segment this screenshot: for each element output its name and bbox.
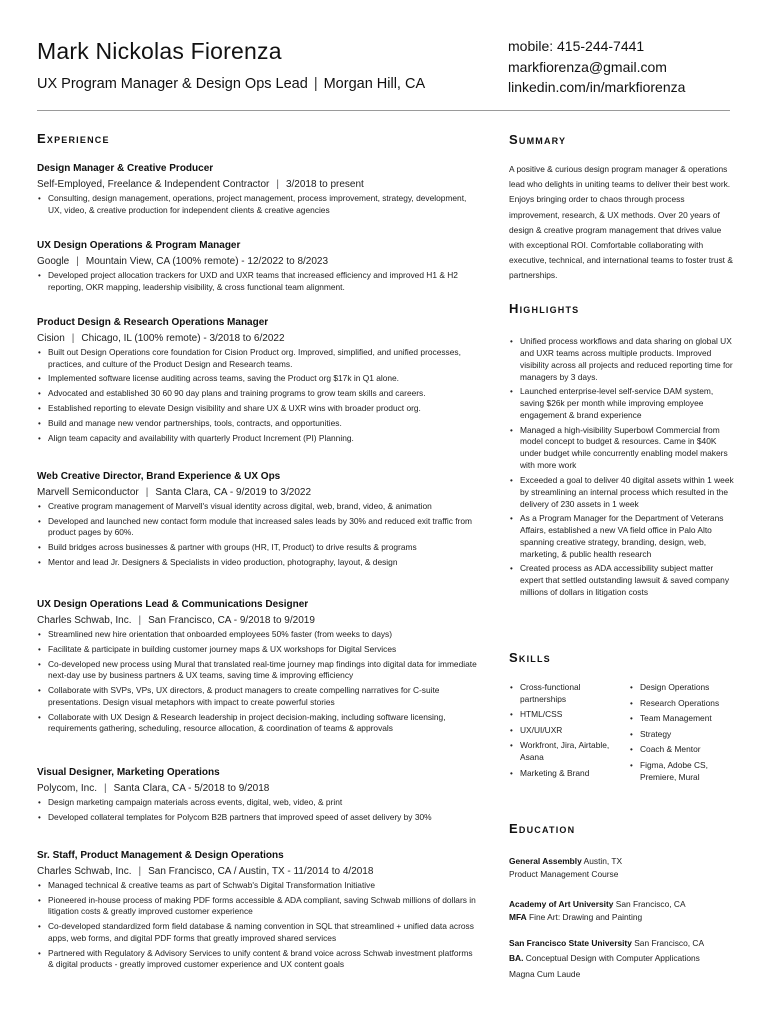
bullet-item: • Developed and launched new contact form module that increased sales leads by 30% and reduced exit traffic from product pages by 60%. [37, 516, 477, 539]
bullet-item: • Developed project allocation trackers for UXD and UXR teams that increased efficiency and improved H1 & H2 reporting, OKR mapping, leadership visibility, & cross functional team alignment. [37, 270, 477, 293]
meta-separator: | [104, 783, 107, 794]
job-bullets [37, 501, 477, 569]
job-title: UX Design Operations & Program Manager [37, 240, 241, 251]
bullet-item: • Developed collateral templates for Polycom B2B partners that improved speed of asset delivery by 30% [37, 812, 477, 824]
bullet-item: • Implemented software license auditing across teams, saving the Product org $17k in Q1 alone. [37, 373, 477, 385]
meta-dash: - [227, 487, 236, 498]
job-dates: 11/2014 to 4/2018 [293, 866, 374, 877]
contact-block [508, 36, 685, 98]
job-entry [37, 316, 477, 448]
job-bullets [37, 347, 477, 445]
meta-dash: - [200, 333, 210, 344]
job-dates: 5/2018 to 9/2018 [194, 783, 270, 794]
bullet-item: • Collaborate with SVPs, VPs, UX directors, & product managers to create compelling narratives for C-suite presentations. Design visual metaphors with impact to create powerful stories [37, 685, 477, 708]
highlights-heading: Highlights [509, 301, 580, 316]
school-location: Austin, TX [583, 856, 623, 866]
bullet-item: • Built out Design Operations core foundation for Cision Product org. Improved, simplified, and unified processes, practices, and culture of the Product Design and Research teams. [37, 347, 477, 370]
job-entry [37, 598, 477, 738]
experience-heading: Experience [37, 131, 110, 146]
job-location: Santa Clara, CA [113, 783, 186, 794]
bullet-item: • Co-developed new process using Mural that translated real-time journey map findings into digital data for immediate next-day use by business partners & UX teams, saving time & improving efficiency [37, 659, 477, 682]
program-detail: Fine Art: Drawing and Painting [529, 912, 643, 922]
summary-heading: Summary [509, 132, 567, 147]
highlight-item: • As a Program Manager for the Department of Veterans Affairs, established a new VA field office in Palo Alto spanning creative strategy, branding, design, web, marketing, & public health research [509, 513, 734, 561]
job-bullets [37, 629, 477, 735]
bullet-item: • Facilitate & participate in building customer journey maps & UX workshops for Digital Services [37, 644, 477, 656]
skill-item: • UX/UI/UXR [509, 725, 624, 737]
skills-column-1 [509, 680, 624, 783]
bullet-item: • Streamlined new hire orientation that onboarded employees 50% faster (from weeks to days) [37, 629, 477, 641]
skill-item: • Team Management [629, 713, 744, 725]
job-title: UX Design Operations Lead & Communications Designer [37, 599, 309, 610]
location-text: Morgan Hill, CA [323, 76, 426, 92]
job-location: San Francisco, CA [148, 615, 231, 626]
degree-name: MFA [509, 912, 527, 922]
bullet-item: • Co-developed standardized form field database & naming convention in SQL that streamlined + unified data across apps, web forms, and digital PDF forms that greatly improved shared services [37, 921, 477, 944]
skills-heading: Skills [509, 650, 551, 665]
skill-item: • Design Operations [629, 682, 744, 694]
company-name: Charles Schwab, Inc. [37, 615, 132, 626]
bullet-item: • Established reporting to elevate Design visibility and share UX & UXR wins with broader product org. [37, 403, 477, 415]
bullet-item: • Managed technical & creative teams as part of Schwab's Digital Transformation Initiative [37, 880, 477, 892]
job-meta [37, 782, 477, 795]
candidate-name: Mark Nickolas Fiorenza [37, 38, 282, 64]
company-name: Self-Employed, Freelance & Independent Contractor [37, 179, 270, 190]
job-meta [37, 332, 477, 345]
bullet-item: • Advocated and established 30 60 90 day plans and training programs to grow team skills and careers. [37, 388, 477, 400]
phone-number[interactable]: mobile: 415-244-7441 [508, 38, 645, 54]
highlight-item: • Exceeded a goal to deliver 40 digital assets within 1 week by streamlining an internal process which resulted in the delivery of 230 assets in 1 week [509, 475, 734, 511]
bullet-item: • Consulting, design management, operations, project management, process improvement, strategy, development, UX, video, & creative production for independent clients & creative agencies [37, 193, 477, 216]
job-bullets [37, 880, 477, 971]
job-dates: 9/2018 to 9/2019 [239, 615, 315, 626]
job-location: Santa Clara, CA [155, 487, 228, 498]
job-entry [37, 849, 477, 974]
job-title: Visual Designer, Marketing Operations [37, 767, 220, 778]
education-entry [509, 855, 739, 881]
bullet-item: • Creative program management of Marvell's visual identity across digital, web, brand, video, & animation [37, 501, 477, 513]
meta-separator: | [145, 487, 149, 498]
skill-item: • Research Operations [629, 698, 744, 710]
company-name: Google [37, 256, 70, 267]
job-dates: 3/2018 to 6/2022 [209, 333, 285, 344]
bullet-item: • Collaborate with UX Design & Research leadership in project decision-making, including software licensing, requirements gathering, scheduling, resource allocation, & coordination of teams & approvals [37, 712, 477, 735]
job-bullets [37, 797, 477, 823]
meta-dash: - [185, 783, 195, 794]
job-meta [37, 865, 477, 878]
job-location: Mountain View, CA (100% remote) [85, 256, 239, 267]
highlight-item: • Created process as ADA accessibility subject matter expert that settled outstanding lawsuit & saved company millions of dollars in litigation costs [509, 563, 734, 599]
summary-text: A positive & curious design program manager & operations lead who delights in uniting teams to deliver their best work. Enjoys bringing order to chaos through process improvement, research, & UX methods. Over 20 years of design & creative program management that drives value with exceptional ROI. Comfortable collaborating with executive, technical, and international teams to foster trust & partnerships. [509, 164, 733, 281]
job-dates: 3/2018 to present [285, 179, 364, 190]
bullet-item: • Build and manage new vendor partnerships, tools, contracts, and opportunities. [37, 418, 477, 430]
school-name: San Francisco State University [509, 938, 632, 948]
job-bullets [37, 193, 477, 216]
bullet-item: • Partnered with Regulatory & Advisory Services to unify content & brand voice across Schwab investment platforms & digital products - greatly improved customer experience and UX content goals [37, 948, 477, 971]
bullet-item: • Align team capacity and availability with quarterly Product Increment (PI) Planning. [37, 433, 477, 445]
highlight-item: • Managed a high-visibility Superbowl Commercial from model concept to budget & resources. Came in $40K under budget while concurrently enabling model makers with more work [509, 425, 734, 473]
skill-item: • HTML/CSS [509, 709, 624, 721]
bullet-item: • Mentor and lead Jr. Designers & Specialists in video production, photography, layout, & design [37, 557, 477, 569]
school-name: General Assembly [509, 856, 582, 866]
role-title: UX Program Manager & Design Ops Lead [37, 76, 308, 92]
highlight-item: • Launched enterprise-level self-service DAM system, saving $26k per month while improving employee engagement & brand experience [509, 386, 734, 422]
job-bullets [37, 270, 477, 293]
job-entry [37, 239, 477, 296]
school-location: San Francisco, CA [615, 899, 686, 909]
skill-item: • Cross-functional partnerships [509, 682, 624, 705]
job-location: Chicago, IL (100% remote) [81, 333, 201, 344]
job-title: Design Manager & Creative Producer [37, 163, 214, 174]
job-location: San Francisco, CA / Austin, TX [148, 866, 285, 877]
job-entry [37, 470, 477, 572]
job-title: Sr. Staff, Product Management & Design Operations [37, 850, 284, 861]
education-heading: Education [509, 821, 576, 836]
meta-separator: | [76, 256, 79, 267]
linkedin-link[interactable]: linkedin.com/in/markfiorenza [508, 79, 686, 95]
job-entry [37, 162, 477, 219]
honors-text: Magna Cum Laude [509, 969, 581, 979]
job-dates: 12/2022 to 8/2023 [247, 256, 329, 267]
meta-dash: - [238, 256, 248, 267]
job-meta [37, 255, 477, 268]
email-link[interactable]: markfiorenza@gmail.com [508, 58, 667, 75]
headline [37, 76, 425, 92]
skill-item: • Figma, Adobe CS, Premiere, Mural [629, 760, 744, 783]
skill-item: • Strategy [629, 729, 744, 741]
bullet-item: • Build bridges across businesses & partner with groups (HR, IT, Product) to drive results & programs [37, 542, 477, 554]
highlights-list [509, 334, 734, 602]
job-meta [37, 178, 477, 191]
company-name: Marvell Semiconductor [37, 487, 139, 498]
school-location: San Francisco, CA [634, 938, 705, 948]
job-dates: 9/2019 to 3/2022 [235, 487, 312, 498]
job-meta [37, 486, 477, 499]
meta-dash: - [284, 866, 294, 877]
meta-dash: - [230, 615, 240, 626]
job-title: Product Design & Research Operations Manager [37, 317, 269, 328]
header-divider [37, 110, 730, 111]
program-detail: Conceptual Design with Computer Applications [525, 953, 700, 963]
highlight-item: • Unified process workflows and data sharing on global UX and UXR teams across multiple products. Improved visibility across all projects and reduced reporting time for managers by 3 days. [509, 336, 734, 384]
school-name: Academy of Art University [509, 899, 614, 909]
headline-separator: | [313, 76, 318, 92]
job-meta [37, 614, 477, 627]
skill-item: • Marketing & Brand [509, 768, 624, 780]
meta-separator: | [138, 866, 142, 877]
skill-item: • Coach & Mentor [629, 744, 744, 756]
degree-name: BA. [509, 953, 524, 963]
skills-column-2 [629, 680, 744, 787]
bullet-item: • Pioneered in-house process of making PDF forms accessible & ADA compliant, saving Schwab millions of dollars in litigation costs & greatly improved customer experience [37, 895, 477, 918]
education-entry [509, 937, 739, 981]
meta-separator: | [71, 333, 75, 344]
skill-item: • Workfront, Jira, Airtable, Asana [509, 740, 624, 763]
company-name: Cision [37, 333, 65, 344]
company-name: Polycom, Inc. [37, 783, 98, 794]
bullet-item: • Design marketing campaign materials across events, digital, web, video, & print [37, 797, 477, 809]
education-entry [509, 898, 739, 924]
job-entry [37, 766, 477, 827]
company-name: Charles Schwab, Inc. [37, 866, 132, 877]
meta-separator: | [276, 179, 279, 190]
job-title: Web Creative Director, Brand Experience & UX Ops [37, 471, 281, 482]
program-detail: Product Management Course [509, 869, 619, 879]
meta-separator: | [138, 615, 142, 626]
